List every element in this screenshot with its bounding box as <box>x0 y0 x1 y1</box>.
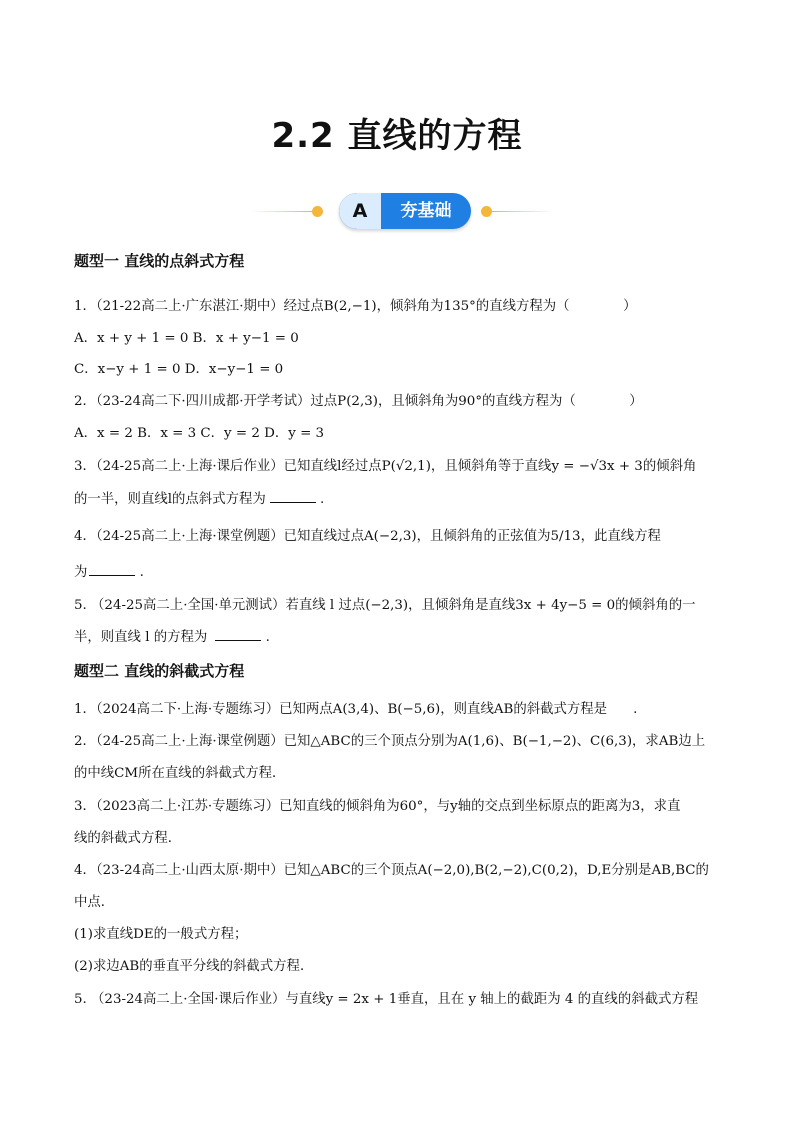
decorative-line-left <box>250 211 312 212</box>
answer-blank[interactable] <box>89 563 135 576</box>
question-2-4-part-1: (1)求直线DE的一般式方程； <box>74 927 248 942</box>
badge-text: 夯基础 <box>400 201 452 221</box>
question-2-2: 2．（24-25高二上·上海·课堂例题）已知△ABC的三个顶点分别为A(1,6)、B(−1,−2)、C(6,3)，求AB边上 <box>74 734 706 749</box>
question-2-1-text: 1．（2024高二下·上海·专题练习）已知两点A(3,4)、B(−5,6)，则直线AB的斜截式方程是 <box>74 702 608 717</box>
question-2-5: 5. （23-24高二上·全国·课后作业）与直线y = 2x + 1垂直，且在 y 轴上的截距为 4 的直线的斜截式方程 <box>74 992 699 1007</box>
section-heading-2: 题型二 直线的斜截式方程 <box>74 662 245 680</box>
question-1-1-options-ab: A．x + y + 1 = 0 B．x + y−1 = 0 <box>74 331 299 346</box>
question-1-2-options: A．x = 2 B．x = 3 C．y = 2 D．y = 3 <box>74 426 325 441</box>
decorative-line-right <box>492 211 554 212</box>
section-badge-row <box>0 192 794 232</box>
question-1-1: 1．（21-22高二上·广东湛江·期中）经过点B(2,−1)，倾斜角为135°的直线方程为（ ） <box>74 299 637 314</box>
question-1-3: 3．（24-25高二上·上海·课后作业）已知直线l经过点P(√2,1)，且倾斜角等于直线y = −√3x + 3的倾斜角 <box>74 459 697 474</box>
question-1-5-cont-text: 半，则直线 l 的方程为 <box>74 630 208 645</box>
page-title: 2.2 直线的方程 <box>271 116 523 156</box>
question-2-2-cont: 的中线CM所在直线的斜截式方程． <box>74 766 286 781</box>
question-1-1-options-cd: C．x−y + 1 = 0 D．x−y−1 = 0 <box>74 362 284 377</box>
question-2-4-cont: 中点． <box>74 895 115 910</box>
question-1-4-cont: 为 . <box>74 565 144 580</box>
answer-blank[interactable] <box>611 701 633 713</box>
question-1-4-cont-text: 为 <box>74 565 88 580</box>
badge-letter: A <box>339 193 381 229</box>
level-badge <box>339 193 471 229</box>
question-1-2: 2．（23-24高二下·四川成都·开学考试）过点P(2,3)，且倾斜角为90°的直线方程为（ ） <box>74 394 643 409</box>
question-1-3-cont: 的一半，则直线l的点斜式方程为 . <box>74 492 325 507</box>
question-2-1: 1．（2024高二下·上海·专题练习）已知两点A(3,4)、B(−5,6)，则直线AB的斜截式方程是 . <box>74 702 638 717</box>
question-1-4: 4．（24-25高二上·上海·课堂例题）已知直线过点A(−2,3)，且倾斜角的正弦值为5/13，此直线方程 <box>74 529 661 544</box>
answer-blank[interactable] <box>270 490 316 503</box>
question-2-3-cont: 线的斜截式方程． <box>74 831 182 846</box>
decorative-dot-right <box>481 206 492 217</box>
question-1-3-cont-text: 的一半，则直线l的点斜式方程为 <box>74 492 266 507</box>
question-2-4-part-2: (2)求边AB的垂直平分线的斜截式方程． <box>74 959 314 974</box>
question-2-4: 4．（23-24高二上·山西太原·期中）已知△ABC的三个顶点A(−2,0),B(2,−2),C(0,2)，D,E分别是AB,BC的 <box>74 863 709 878</box>
section-heading-1: 题型一 直线的点斜式方程 <box>74 252 245 270</box>
question-1-5-cont: 半，则直线 l 的方程为 . <box>74 630 270 645</box>
decorative-dot-left <box>312 206 323 217</box>
question-2-3: 3．（2023高二上·江苏·专题练习）已知直线的倾斜角为60°，与y轴的交点到坐标原点的距离为3，求直 <box>74 799 681 814</box>
answer-blank[interactable] <box>215 628 261 641</box>
question-1-5: 5. （24-25高二上·全国·单元测试）若直线 l 过点(−2,3)，且倾斜角是直线3x + 4y−5 = 0的倾斜角的一 <box>74 598 696 613</box>
